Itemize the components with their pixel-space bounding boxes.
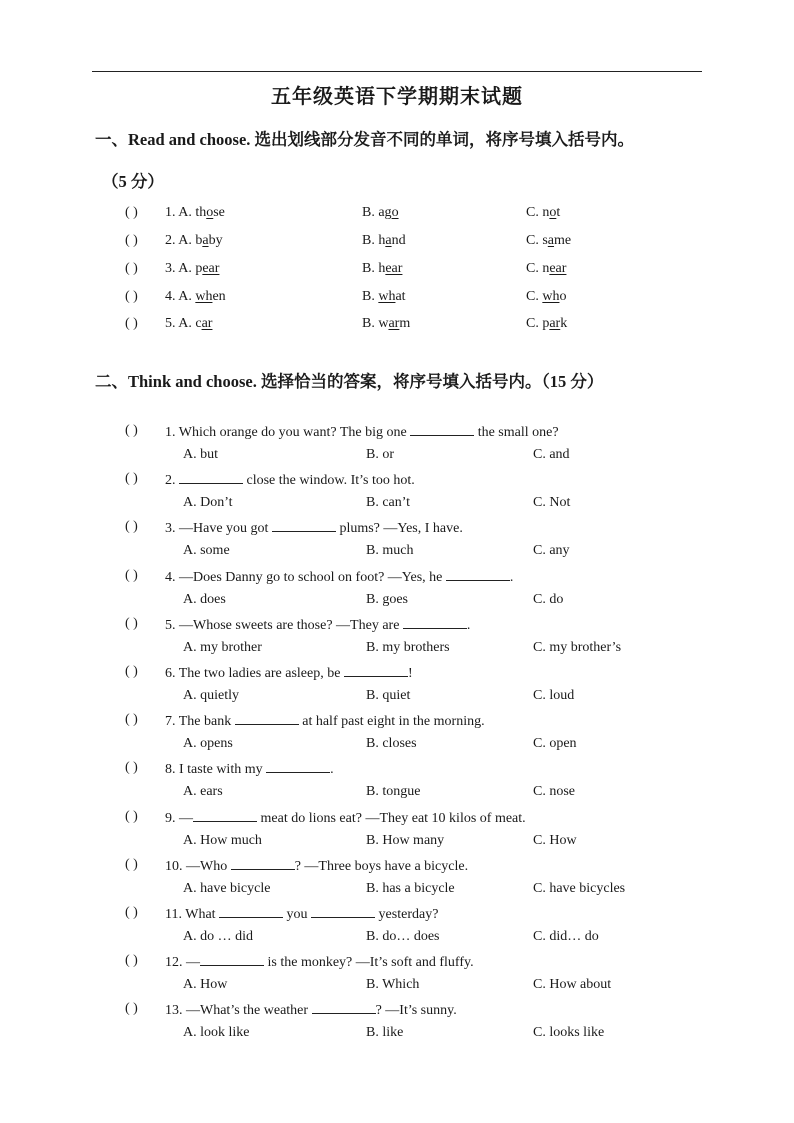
answer-blank[interactable] <box>193 809 257 822</box>
question-text: 6. The two ladies are asleep, be ! <box>165 666 413 681</box>
answer-blank[interactable] <box>219 905 283 918</box>
option-b: B. my brothers <box>366 640 450 655</box>
answer-bracket[interactable]: ( ) <box>125 616 138 631</box>
option-a: A. have bicycle <box>183 881 271 896</box>
answer-blank[interactable] <box>200 953 264 966</box>
option-c: C. same <box>526 233 572 248</box>
question-row <box>0 471 794 491</box>
option-c: C. not <box>526 205 561 220</box>
option-a: A. does <box>183 592 226 607</box>
option-c: C. did… do <box>533 929 599 944</box>
option-c: C. Not <box>533 495 571 510</box>
answer-blank[interactable] <box>179 471 243 484</box>
pronunciation-item <box>0 205 794 225</box>
option-a: A. How <box>183 977 228 992</box>
option-b: B. hear <box>362 261 403 276</box>
option-b: B. ago <box>362 205 399 220</box>
option-b: B. goes <box>366 592 408 607</box>
option-a: 1. A. those <box>165 205 225 220</box>
option-a: 2. A. baby <box>165 233 223 248</box>
answer-bracket[interactable]: ( ) <box>125 809 138 824</box>
option-a: A. my brother <box>183 640 262 655</box>
option-b: B. quiet <box>366 688 411 703</box>
options-row <box>0 833 794 853</box>
answer-blank[interactable] <box>266 760 330 773</box>
answer-bracket[interactable]: ( ) <box>125 289 138 304</box>
option-a: A. Don’t <box>183 495 233 510</box>
question-row <box>0 423 794 443</box>
answer-blank[interactable] <box>231 857 295 870</box>
question-text: 3. —Have you got plums? —Yes, I have. <box>165 521 463 536</box>
option-b: B. tongue <box>366 784 421 799</box>
options-row <box>0 640 794 660</box>
pronunciation-item <box>0 233 794 253</box>
option-a: A. but <box>183 447 218 462</box>
option-a: A. quietly <box>183 688 239 703</box>
question-text: 7. The bank at half past eight in the morning. <box>165 714 485 729</box>
question-text: 11. What you yesterday? <box>165 907 439 922</box>
answer-blank[interactable] <box>272 519 336 532</box>
question-row <box>0 809 794 829</box>
section1-score: （5 分） <box>102 172 164 191</box>
answer-bracket[interactable]: ( ) <box>125 316 138 331</box>
option-a: A. some <box>183 543 230 558</box>
question-text: 2. close the window. It’s too hot. <box>165 473 415 488</box>
option-b: B. what <box>362 289 406 304</box>
answer-bracket[interactable]: ( ) <box>125 760 138 775</box>
answer-bracket[interactable]: ( ) <box>125 1001 138 1016</box>
question-row <box>0 712 794 732</box>
option-c: C. do <box>533 592 564 607</box>
option-c: C. open <box>533 736 577 751</box>
options-row <box>0 495 794 515</box>
option-c: C. have bicycles <box>533 881 626 896</box>
options-row <box>0 1025 794 1045</box>
answer-blank[interactable] <box>312 1001 376 1014</box>
question-text: 1. Which orange do you want? The big one the small one? <box>165 425 559 440</box>
option-b: B. do… does <box>366 929 440 944</box>
option-c: C. and <box>533 447 570 462</box>
option-c: C. my brother’s <box>533 640 622 655</box>
header-rule <box>92 71 702 72</box>
answer-blank[interactable] <box>311 905 375 918</box>
question-text: 4. —Does Danny go to school on foot? —Yes, he . <box>165 570 514 585</box>
pronunciation-item <box>0 289 794 309</box>
answer-blank[interactable] <box>235 712 299 725</box>
option-c: C. who <box>526 289 567 304</box>
question-text: 9. — meat do lions eat? —They eat 10 kilos of meat. <box>165 811 526 826</box>
option-a: 5. A. car <box>165 316 213 331</box>
question-row <box>0 953 794 973</box>
option-b: B. How many <box>366 833 445 848</box>
option-a: A. look like <box>183 1025 250 1040</box>
answer-bracket[interactable]: ( ) <box>125 664 138 679</box>
option-b: B. closes <box>366 736 417 751</box>
question-text: 13. —What’s the weather ? —It’s sunny. <box>165 1003 457 1018</box>
option-a: 3. A. pear <box>165 261 220 276</box>
options-row <box>0 881 794 901</box>
option-c: C. looks like <box>533 1025 605 1040</box>
options-row <box>0 784 794 804</box>
options-row <box>0 447 794 467</box>
question-text: 12. — is the monkey? —It’s soft and fluffy. <box>165 955 474 970</box>
answer-bracket[interactable]: ( ) <box>125 568 138 583</box>
section2-heading: 二、Think and choose. 选择恰当的答案，将序号填入括号内。（15 分） <box>95 372 604 391</box>
options-row <box>0 543 794 563</box>
question-text: 5. —Whose sweets are those? —They are . <box>165 618 471 633</box>
answer-bracket[interactable]: ( ) <box>125 261 138 276</box>
question-text: 10. —Who ? —Three boys have a bicycle. <box>165 859 469 874</box>
pronunciation-item <box>0 261 794 281</box>
options-row <box>0 977 794 997</box>
option-b: B. or <box>366 447 394 462</box>
question-row <box>0 1001 794 1021</box>
option-a: A. How much <box>183 833 262 848</box>
question-row <box>0 760 794 780</box>
answer-bracket[interactable]: ( ) <box>125 857 138 872</box>
option-a: A. opens <box>183 736 233 751</box>
answer-bracket[interactable]: ( ) <box>125 953 138 968</box>
question-row <box>0 519 794 539</box>
page-title: 五年级英语下学期期末试题 <box>271 86 523 108</box>
option-c: C. any <box>533 543 570 558</box>
options-row <box>0 736 794 756</box>
options-row <box>0 592 794 612</box>
answer-bracket[interactable]: ( ) <box>125 712 138 727</box>
option-c: C. near <box>526 261 567 276</box>
answer-bracket[interactable]: ( ) <box>125 205 138 220</box>
option-b: B. Which <box>366 977 420 992</box>
answer-bracket[interactable]: ( ) <box>125 519 138 534</box>
option-b: B. warm <box>362 316 411 331</box>
question-row <box>0 905 794 925</box>
answer-blank[interactable] <box>403 616 467 629</box>
option-c: C. loud <box>533 688 575 703</box>
option-c: C. How <box>533 833 577 848</box>
option-c: C. How about <box>533 977 612 992</box>
option-a: 4. A. when <box>165 289 226 304</box>
question-row <box>0 568 794 588</box>
option-c: C. nose <box>533 784 575 799</box>
answer-bracket[interactable]: ( ) <box>125 905 138 920</box>
section1-heading: 一、Read and choose. 选出划线部分发音不同的单词，将序号填入括号内。 <box>95 130 635 149</box>
option-c: C. park <box>526 316 568 331</box>
option-a: A. ears <box>183 784 223 799</box>
option-b: B. has a bicycle <box>366 881 455 896</box>
answer-bracket[interactable]: ( ) <box>125 471 138 486</box>
option-b: B. like <box>366 1025 404 1040</box>
option-a: A. do … did <box>183 929 253 944</box>
question-row <box>0 616 794 636</box>
question-text: 8. I taste with my . <box>165 762 334 777</box>
options-row <box>0 688 794 708</box>
options-row <box>0 929 794 949</box>
option-b: B. much <box>366 543 414 558</box>
pronunciation-item <box>0 316 794 336</box>
option-b: B. can’t <box>366 495 411 510</box>
option-b: B. hand <box>362 233 406 248</box>
question-row <box>0 857 794 877</box>
answer-bracket[interactable]: ( ) <box>125 423 138 438</box>
answer-blank[interactable] <box>446 568 510 581</box>
answer-blank[interactable] <box>410 423 474 436</box>
answer-bracket[interactable]: ( ) <box>125 233 138 248</box>
question-row <box>0 664 794 684</box>
answer-blank[interactable] <box>344 664 408 677</box>
